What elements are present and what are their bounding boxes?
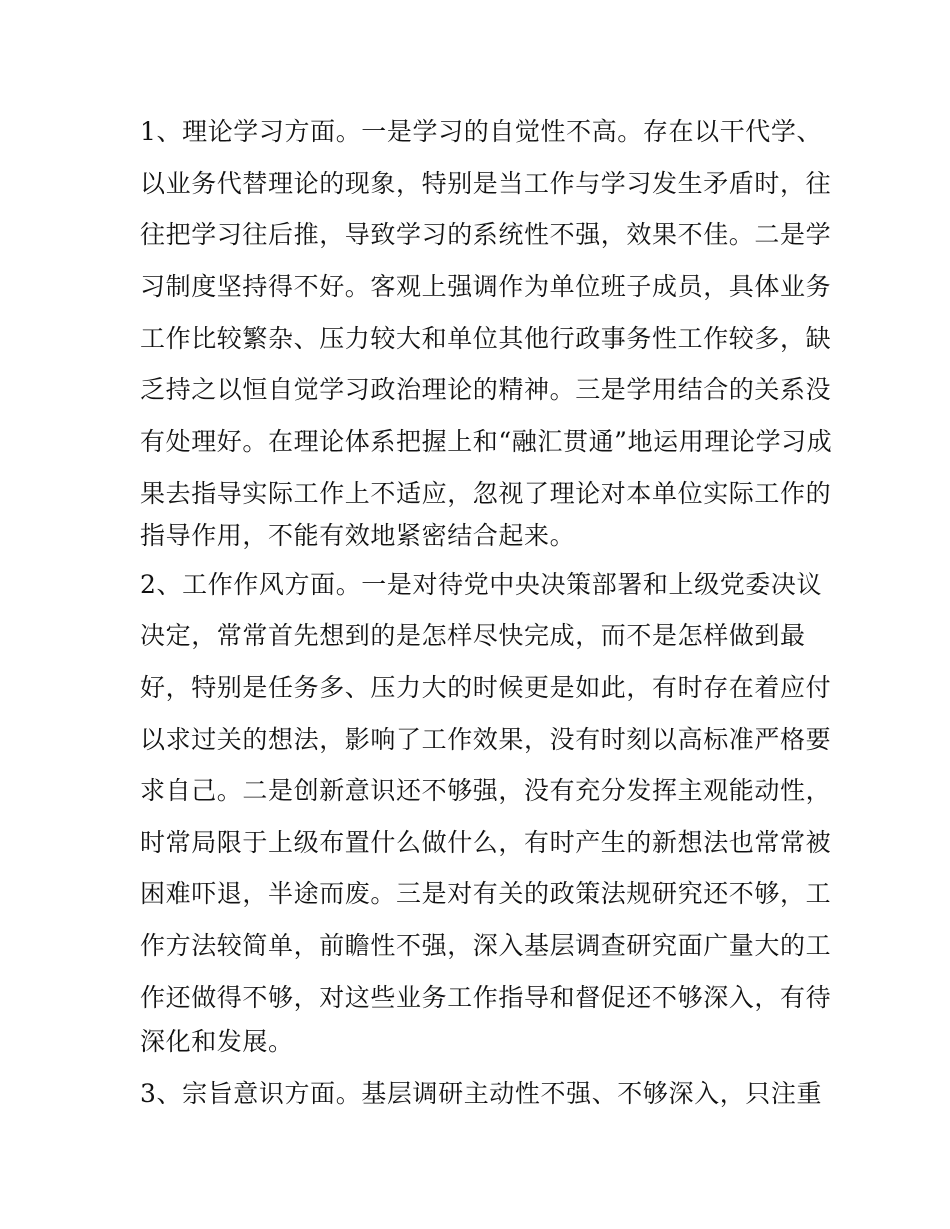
text-line-11: 决定，常常首先想到的是怎样尽快完成，而不是怎样做到最: [140, 621, 806, 650]
text-line-13: 以求过关的想法，影响了工作效果，没有时刻以高标准严格要: [140, 725, 832, 754]
text-line-19: 深化和发展。: [140, 1027, 294, 1056]
text-line-16: 困难吓退，半途而废。三是对有关的政策法规研究还不够，工: [140, 879, 832, 908]
text-line-7: 有处理好。在理论体系把握上和“融汇贯通”地运用理论学习成: [140, 427, 833, 456]
text-line-8: 果去指导实际工作上不适应，忽视了理论对本单位实际工作的: [140, 479, 832, 508]
text-line-5: 工作比较繁杂、压力较大和单位其他行政事务性工作较多，缺: [140, 324, 832, 353]
text-line-3: 往把学习往后推，导致学习的系统性不强，效果不佳。二是学: [140, 220, 832, 249]
text-line-4: 习制度坚持得不好。客观上强调作为单位班子成员，具体业务: [140, 272, 832, 301]
text-line-2: 以业务代替理论的现象，特别是当工作与学习发生矛盾时，往: [140, 169, 832, 198]
text-line-1: 1、理论学习方面。一是学习的自觉性不高。存在以干代学、: [140, 117, 823, 146]
text-line-20: 3、宗旨意识方面。基层调研主动性不强、不够深入，只注重: [140, 1079, 823, 1108]
text-line-14: 求自己。二是创新意识还不够强，没有充分发挥主观能动性，: [140, 776, 832, 805]
text-line-9: 指导作用，不能有效地紧密结合起来。: [140, 521, 576, 550]
text-line-10: 2、工作作风方面。一是对待党中央决策部署和上级党委决议: [140, 570, 823, 599]
text-line-18: 作还做得不够，对这些业务工作指导和督促还不够深入，有待: [140, 983, 832, 1012]
text-line-6: 乏持之以恒自觉学习政治理论的精神。三是学用结合的关系没: [140, 375, 832, 404]
text-line-17: 作方法较简单，前瞻性不强，深入基层调查研究面广量大的工: [140, 931, 832, 960]
text-line-12: 好，特别是任务多、压力大的时候更是如此，有时存在着应付: [140, 673, 832, 702]
text-line-15: 时常局限于上级布置什么做什么，有时产生的新想法也常常被: [140, 828, 832, 857]
